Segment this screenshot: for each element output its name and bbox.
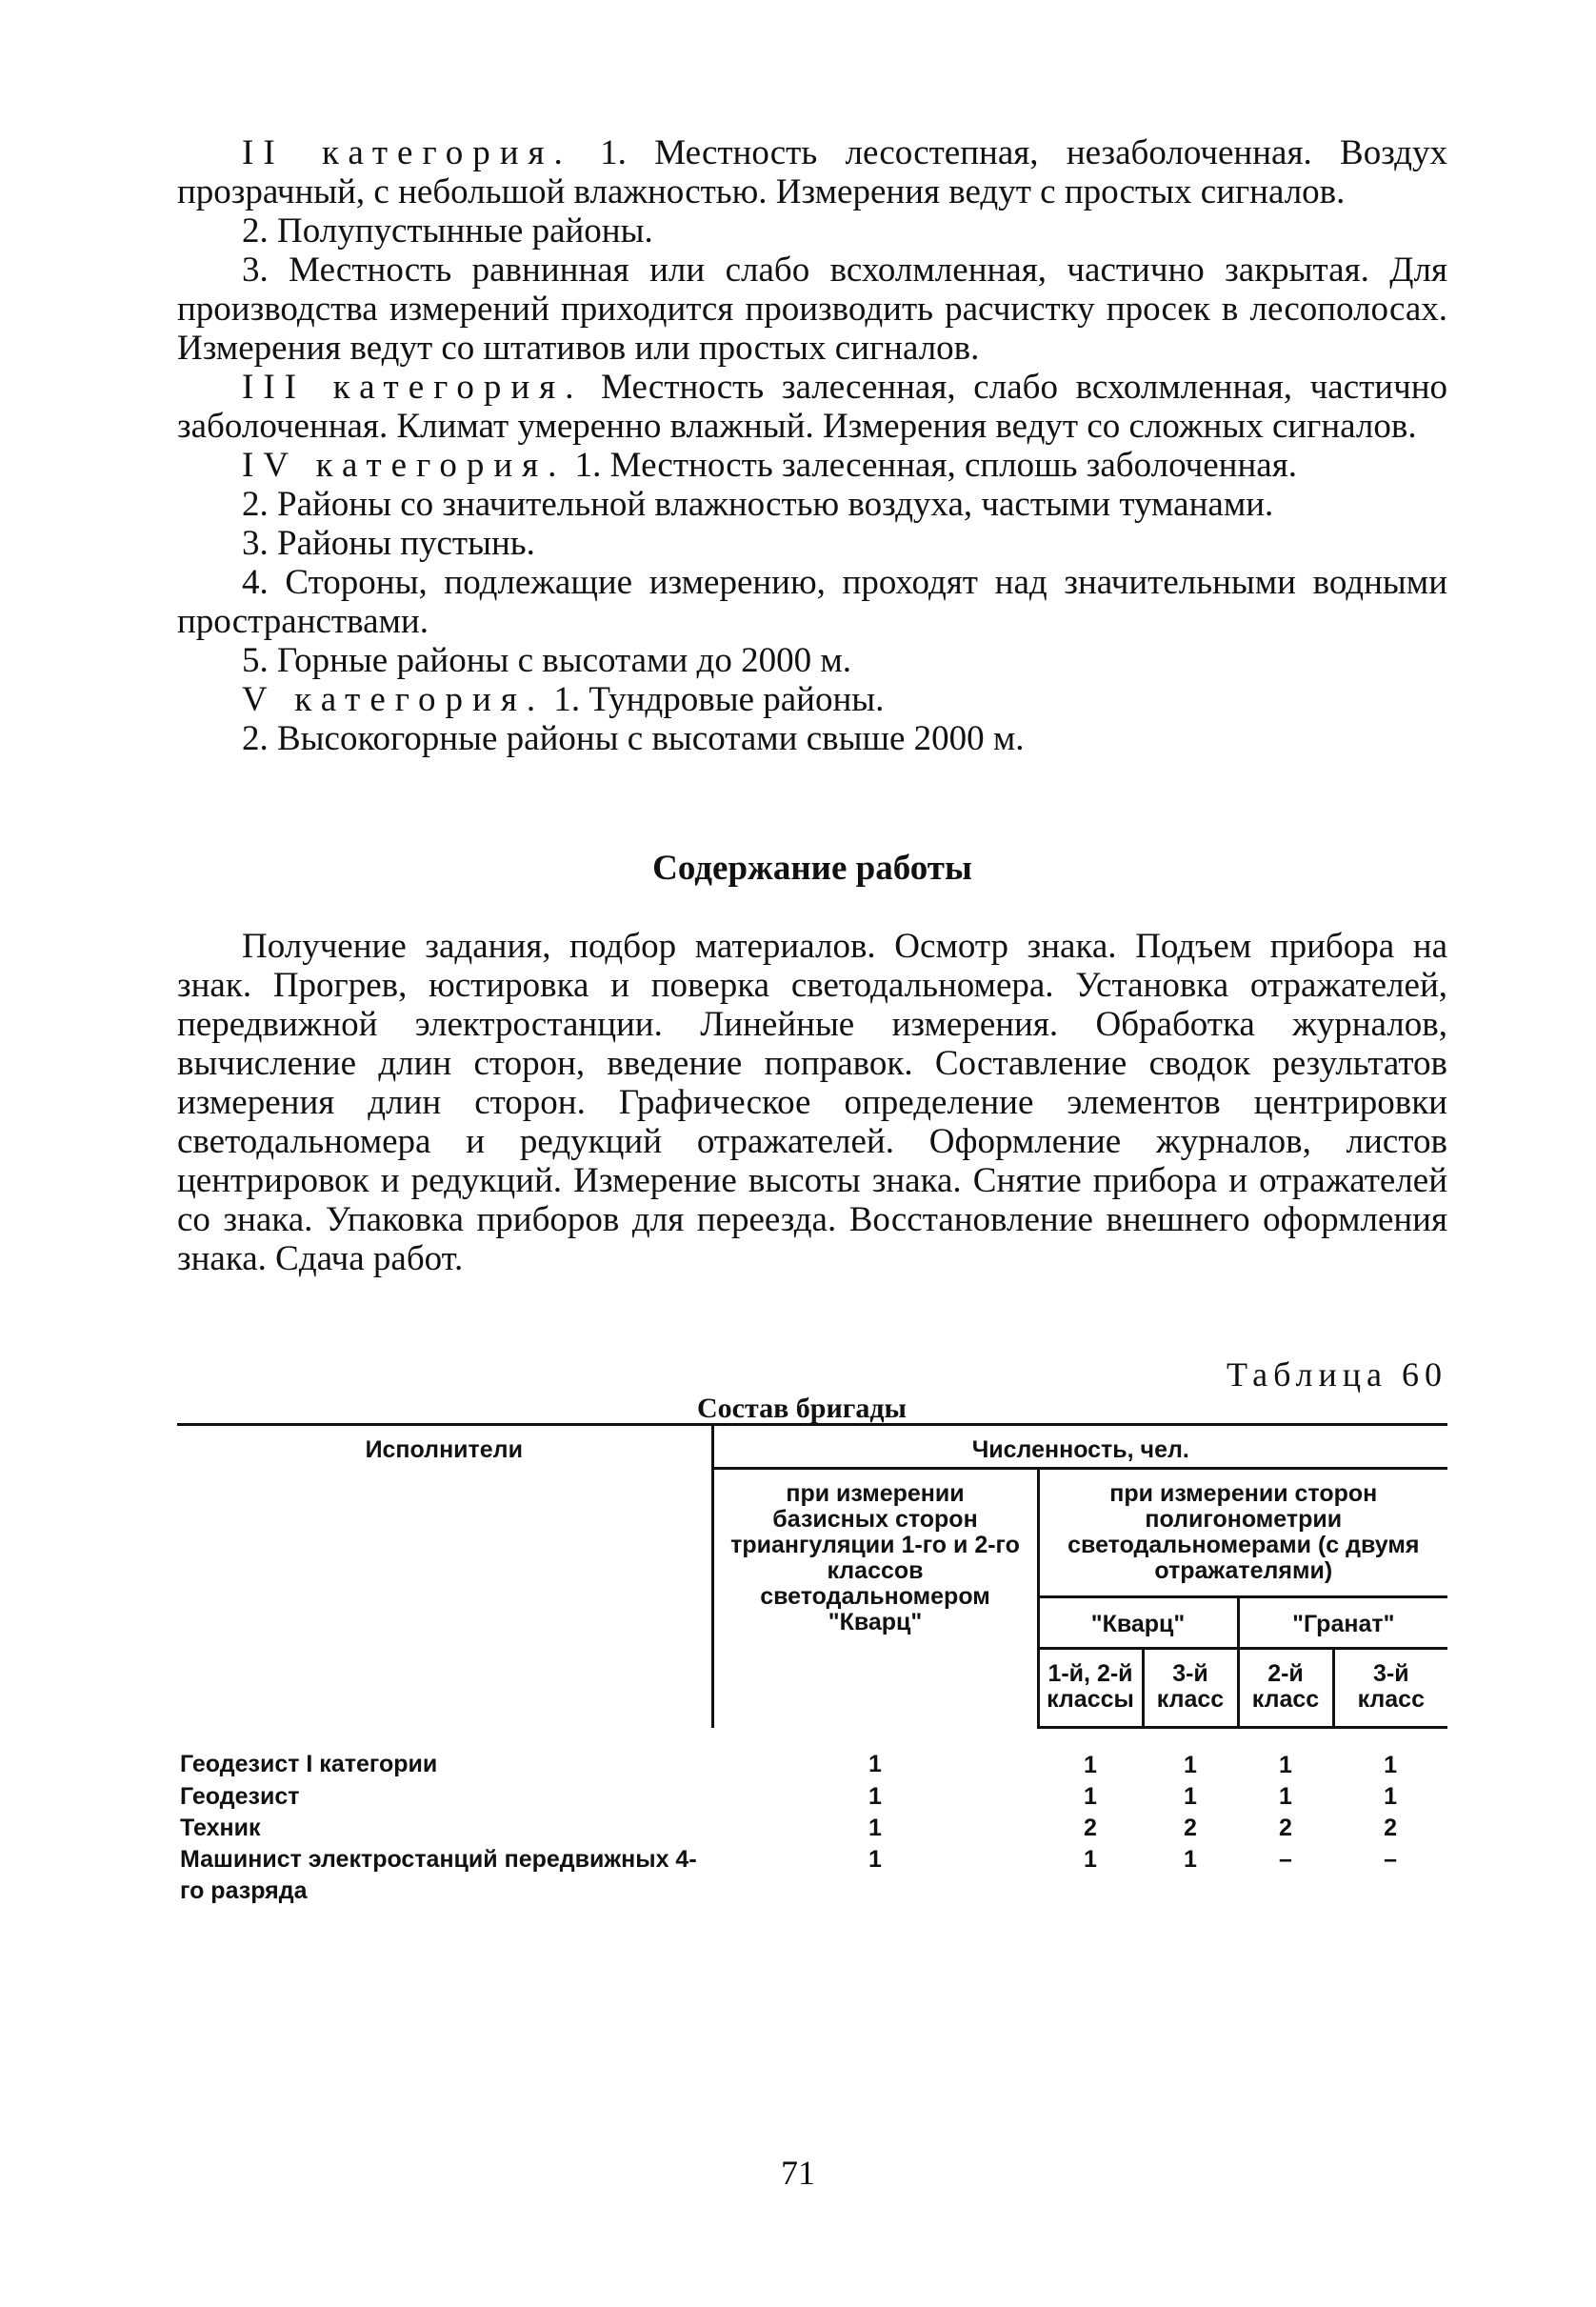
category-2-paragraph (177, 133, 1447, 211)
header-kvarts-class-3: 3-й класс (1143, 1649, 1238, 1728)
header-granat: "Гранат" (1238, 1597, 1447, 1649)
count-g2: 1 (1279, 1752, 1292, 1778)
category-2-label: II категория. (242, 133, 572, 172)
table-body (177, 1728, 1447, 1908)
count-basis: 1 (868, 1783, 882, 1810)
section-heading: Содержание работы (652, 849, 972, 888)
category-4-item-2: 2. Районы со значительной влажностью воздуха, частыми туманами. (242, 485, 1274, 524)
performer-name: Машинист электростанций передвижных 4-го разряда (180, 1846, 697, 1904)
count-k3: 1 (1184, 1752, 1197, 1778)
header-kvarts-class-1-2: 1-й, 2-й классы (1038, 1649, 1143, 1728)
category-4-item-3: 3. Районы пустынь. (242, 524, 535, 563)
section-body: Получение задания, подбор материалов. Осмотр знака. Подъем прибора на знак. Прогрев, юстировка и поверка светодальномера. Установка отражателей, передвижной электростанции. Линейные измерения. Обработка журналов, вычисление длин сторон, введение поправок. Составление сводок результатов измерения длин сторон. Графическое определение элементов центрировки светодальномера и редукций отражателей. Оформление журналов, листов центрировок и редукций. Измерение высоты знака. Снятие прибора и отражателей со знака. Упаковка приборов для переезда. Восстановление внешнего оформления знака. Сдача работ. (177, 927, 1447, 1278)
table-title: Состав бригады (697, 1393, 907, 1424)
header-performers: Исполнители (177, 1425, 712, 1728)
header-granat-class-3: 3-й класс (1333, 1649, 1447, 1728)
category-3-text: Местность залесенная, слабо всхолмленная, частично заболоченная. Климат умеренно влажный. Измерения ведут со сложных сигналов. (177, 368, 1447, 446)
page-number: 71 (781, 2154, 815, 2192)
header-polygon: при измерении сторон полигонометрии светодальномерами (с двумя отражателями) (1038, 1469, 1447, 1597)
page-content (177, 133, 1447, 1907)
category-2-text: 1. Местность лесостепная, незаболоченная. Воздух прозрачный, с небольшой влажностью. Измерения ведут с простых сигналов. (177, 133, 1447, 211)
category-4-label: IV категория. (242, 446, 567, 485)
category-5-paragraph (177, 680, 1447, 719)
count-basis: 1 (868, 1815, 882, 1841)
count-k12: 2 (1084, 1815, 1097, 1841)
performer-name: Техник (180, 1815, 261, 1841)
category-3-label: III категория. (242, 368, 584, 407)
header-kvarts: "Кварц" (1038, 1597, 1238, 1649)
category-2-item-2: 2. Полупустынные районы. (242, 211, 653, 251)
count-g2: 2 (1279, 1815, 1292, 1841)
count-k12: 1 (1084, 1783, 1097, 1810)
category-4-paragraph (177, 446, 1447, 485)
category-3-paragraph (177, 368, 1447, 446)
table-row (177, 1844, 1447, 1907)
table-number: Таблица 60 (1227, 1355, 1447, 1394)
category-5-label: V категория. (242, 680, 546, 719)
category-2-item-3: 3. Местность равнинная или слабо всхолмленная, частично закрытая. Для производства измерений приходится производить расчистку просек в лесополосах. Измерения ведут со штативов или простых сигналов. (177, 251, 1447, 368)
count-g3: 2 (1384, 1815, 1397, 1841)
table-caption (177, 1354, 1447, 1423)
header-basis: при измерении базисных сторон триангуляции 1-го и 2-го классов светодальномером "Кварц" (712, 1469, 1038, 1728)
count-k12: 1 (1084, 1846, 1097, 1873)
count-g3: 1 (1384, 1752, 1397, 1778)
crew-table (177, 1423, 1447, 1907)
table-row (177, 1728, 1447, 1782)
count-k12: 1 (1084, 1752, 1097, 1778)
count-basis: 1 (868, 1846, 882, 1873)
performer-name: Геодезист I категории (180, 1750, 438, 1777)
count-g2: – (1279, 1846, 1292, 1873)
table-row (177, 1781, 1447, 1813)
category-4-item-4: 4. Стороны, подлежащие измерению, проходят над значительными водными пространствами. (177, 563, 1447, 641)
count-g3: 1 (1384, 1783, 1397, 1810)
header-count: Численность, чел. (712, 1425, 1447, 1469)
table-row (177, 1813, 1447, 1844)
count-k3: 1 (1184, 1846, 1197, 1873)
count-basis: 1 (868, 1750, 882, 1777)
category-4-text: 1. Местность залесенная, сплошь заболоченная. (574, 446, 1297, 485)
count-g2: 1 (1279, 1783, 1292, 1810)
header-granat-class-2: 2-й класс (1238, 1649, 1333, 1728)
table-header-row (177, 1425, 1447, 1469)
count-g3: – (1384, 1846, 1397, 1873)
count-k3: 2 (1184, 1815, 1197, 1841)
category-5-item-2: 2. Высокогорные районы с высотами свыше 2000 м. (242, 719, 1025, 758)
category-5-text: 1. Тундровые районы. (553, 680, 885, 719)
count-k3: 1 (1184, 1783, 1197, 1810)
performer-name: Геодезист (180, 1783, 300, 1810)
category-4-item-5: 5. Горные районы с высотами до 2000 м. (242, 641, 852, 680)
